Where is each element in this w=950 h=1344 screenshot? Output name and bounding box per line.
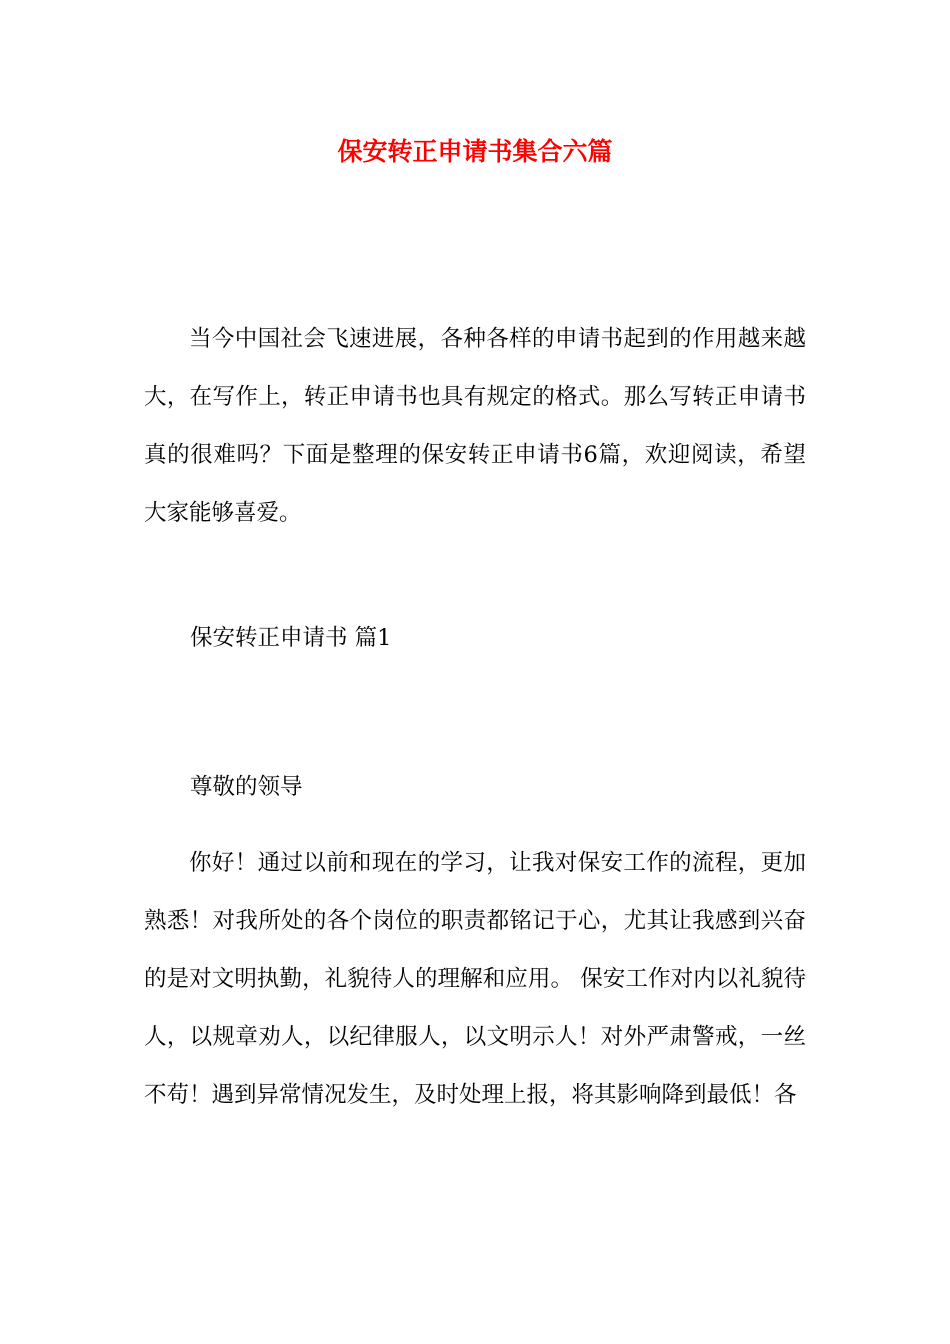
intro-paragraph: 当今中国社会飞速进展，各种各样的申请书起到的作用越来越大，在写作上，转正申请书也具有规定的格式。那么写转正申请书真的很难吗？下面是整理的保安转正申请书6篇，欢迎阅读，希望大家能够喜爱。 [144,326,806,526]
section-heading: 保安转正申请书 篇1 [190,625,392,651]
letter-body-paragraph: 你好！通过以前和现在的学习，让我对保安工作的流程，更加熟悉！对我所处的各个岗位的职责都铭记于心，尤其让我感到兴奋的是对文明执勤，礼貌待人的理解和应用。 保安工作对内以礼貌待人，以规章劝人，以纪律服人，以文明示人！对外严肃警戒，一丝不苟！遇到异常情况发生，及时处理上报，将其影响降到最低！各 [144,850,806,1108]
document-title: 保安转正申请书集合六篇 [337,137,613,166]
salutation: 尊敬的领导 [190,774,303,800]
